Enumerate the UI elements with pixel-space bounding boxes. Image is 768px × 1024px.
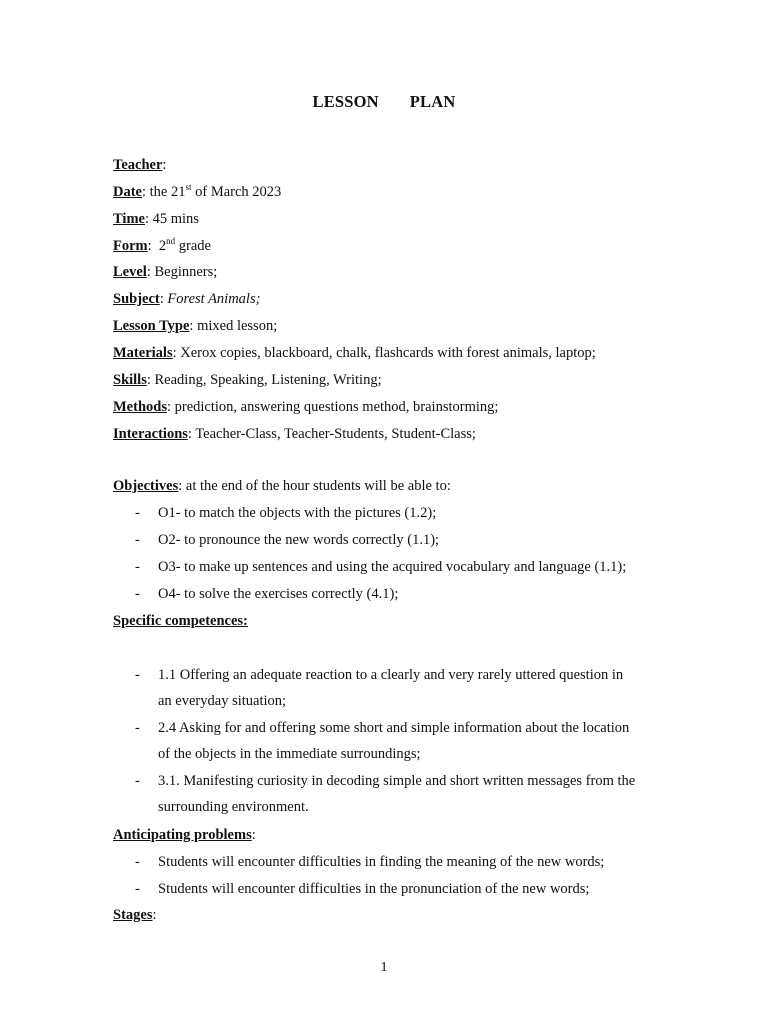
field-sep: : xyxy=(146,264,155,280)
field-value-date: the 21 xyxy=(149,184,186,200)
field-sep: : xyxy=(162,157,167,173)
field-value-date-rest: of March 2023 xyxy=(191,184,282,200)
field-form xyxy=(113,237,211,255)
field-value-form: 2 xyxy=(158,238,167,254)
competence-item-line: 1.1 Offering an adequate reaction to a clearly and very rarely uttered question in xyxy=(158,667,624,683)
field-label-methods: Methods xyxy=(113,399,167,415)
competence-item-line: 3.1. Manifesting curiosity in decoding simple and short written messages from the xyxy=(158,773,636,789)
problems-heading xyxy=(113,826,256,844)
page-title: LESSON PLAN xyxy=(312,92,456,111)
field-methods xyxy=(113,398,498,416)
field-sep: : xyxy=(146,372,155,388)
objectives-intro: : at the end of the hour students will be able to: xyxy=(178,478,451,494)
field-sep: : xyxy=(172,345,181,361)
competences-heading xyxy=(113,612,248,630)
bullet-dash: - xyxy=(135,559,140,575)
competence-item-line: surrounding environment. xyxy=(158,799,309,815)
bullet-dash: - xyxy=(135,586,140,602)
field-label-time: Time xyxy=(113,211,145,227)
field-label-skills: Skills xyxy=(113,372,147,388)
problem-item: Students will encounter difficulties in the pronunciation of the new words; xyxy=(158,881,590,897)
field-sep: : xyxy=(187,426,196,442)
competence-item-line: 2.4 Asking for and offering some short and simple information about the location xyxy=(158,720,630,736)
bullet-dash: - xyxy=(135,854,140,870)
field-value-form-rest: grade xyxy=(175,238,211,254)
bullet-dash: - xyxy=(135,773,140,789)
objectives-heading xyxy=(113,477,451,495)
field-value-materials: Xerox copies, blackboard, chalk, flashcards with forest animals, laptop; xyxy=(180,345,596,361)
field-time xyxy=(113,210,199,228)
field-value-level: Beginners; xyxy=(154,264,218,280)
field-label-interactions: Interactions xyxy=(113,426,188,442)
field-date xyxy=(113,183,281,201)
competence-item-line: of the objects in the immediate surroundings; xyxy=(158,746,421,762)
objectives-label: Objectives xyxy=(113,478,179,494)
field-level xyxy=(113,263,217,281)
objective-item: O4- to solve the exercises correctly (4.1); xyxy=(158,586,399,602)
field-label-form: Form xyxy=(113,238,148,254)
field-label-subject: Subject xyxy=(113,291,160,307)
field-value-form-suffix: nd xyxy=(166,236,176,246)
field-subject xyxy=(113,290,260,308)
field-value-lesson-type: mixed lesson; xyxy=(197,318,278,334)
field-sep: : xyxy=(159,291,168,307)
field-teacher xyxy=(113,156,166,174)
objective-item: O1- to match the objects with the pictures (1.2); xyxy=(158,505,437,521)
field-interactions xyxy=(113,425,476,443)
field-label-teacher: Teacher xyxy=(113,157,163,173)
field-value-methods: prediction, answering questions method, brainstorming; xyxy=(174,399,499,415)
field-label-level: Level xyxy=(113,264,147,280)
field-label-materials: Materials xyxy=(113,345,173,361)
field-sep: : xyxy=(166,399,175,415)
field-lesson-type xyxy=(113,317,277,335)
field-label-lesson-type: Lesson Type xyxy=(113,318,190,334)
problem-item: Students will encounter difficulties in finding the meaning of the new words; xyxy=(158,854,605,870)
field-value-interactions: Teacher-Class, Teacher-Students, Student-Class; xyxy=(195,426,476,442)
competence-item-line: an everyday situation; xyxy=(158,693,287,709)
bullet-dash: - xyxy=(135,881,140,897)
field-value-skills: Reading, Speaking, Listening, Writing; xyxy=(154,372,382,388)
field-value-time: 45 mins xyxy=(152,211,199,227)
bullet-dash: - xyxy=(135,505,140,521)
stages-sep: : xyxy=(152,907,157,923)
field-sep: : xyxy=(144,211,153,227)
page-number: 1 xyxy=(380,960,388,975)
field-sep: : xyxy=(189,318,198,334)
stages-label: Stages xyxy=(113,907,153,923)
bullet-dash: - xyxy=(135,720,140,736)
field-sep: : xyxy=(142,184,150,200)
competences-label: Specific competences: xyxy=(113,613,248,629)
field-value-subject: Forest Animals; xyxy=(167,291,261,307)
objective-item: O3- to make up sentences and using the acquired vocabulary and language (1.1); xyxy=(158,559,627,575)
field-label-date: Date xyxy=(113,184,142,200)
field-materials xyxy=(113,344,596,362)
bullet-dash: - xyxy=(135,667,140,683)
problems-label: Anticipating problems xyxy=(113,827,252,843)
field-sep: : xyxy=(147,238,159,254)
field-value-date-suffix: st xyxy=(185,182,192,192)
field-skills xyxy=(113,371,382,389)
bullet-dash: - xyxy=(135,532,140,548)
objective-item: O2- to pronounce the new words correctly (1.1); xyxy=(158,532,440,548)
stages-heading xyxy=(113,906,157,924)
problems-sep: : xyxy=(251,827,256,843)
